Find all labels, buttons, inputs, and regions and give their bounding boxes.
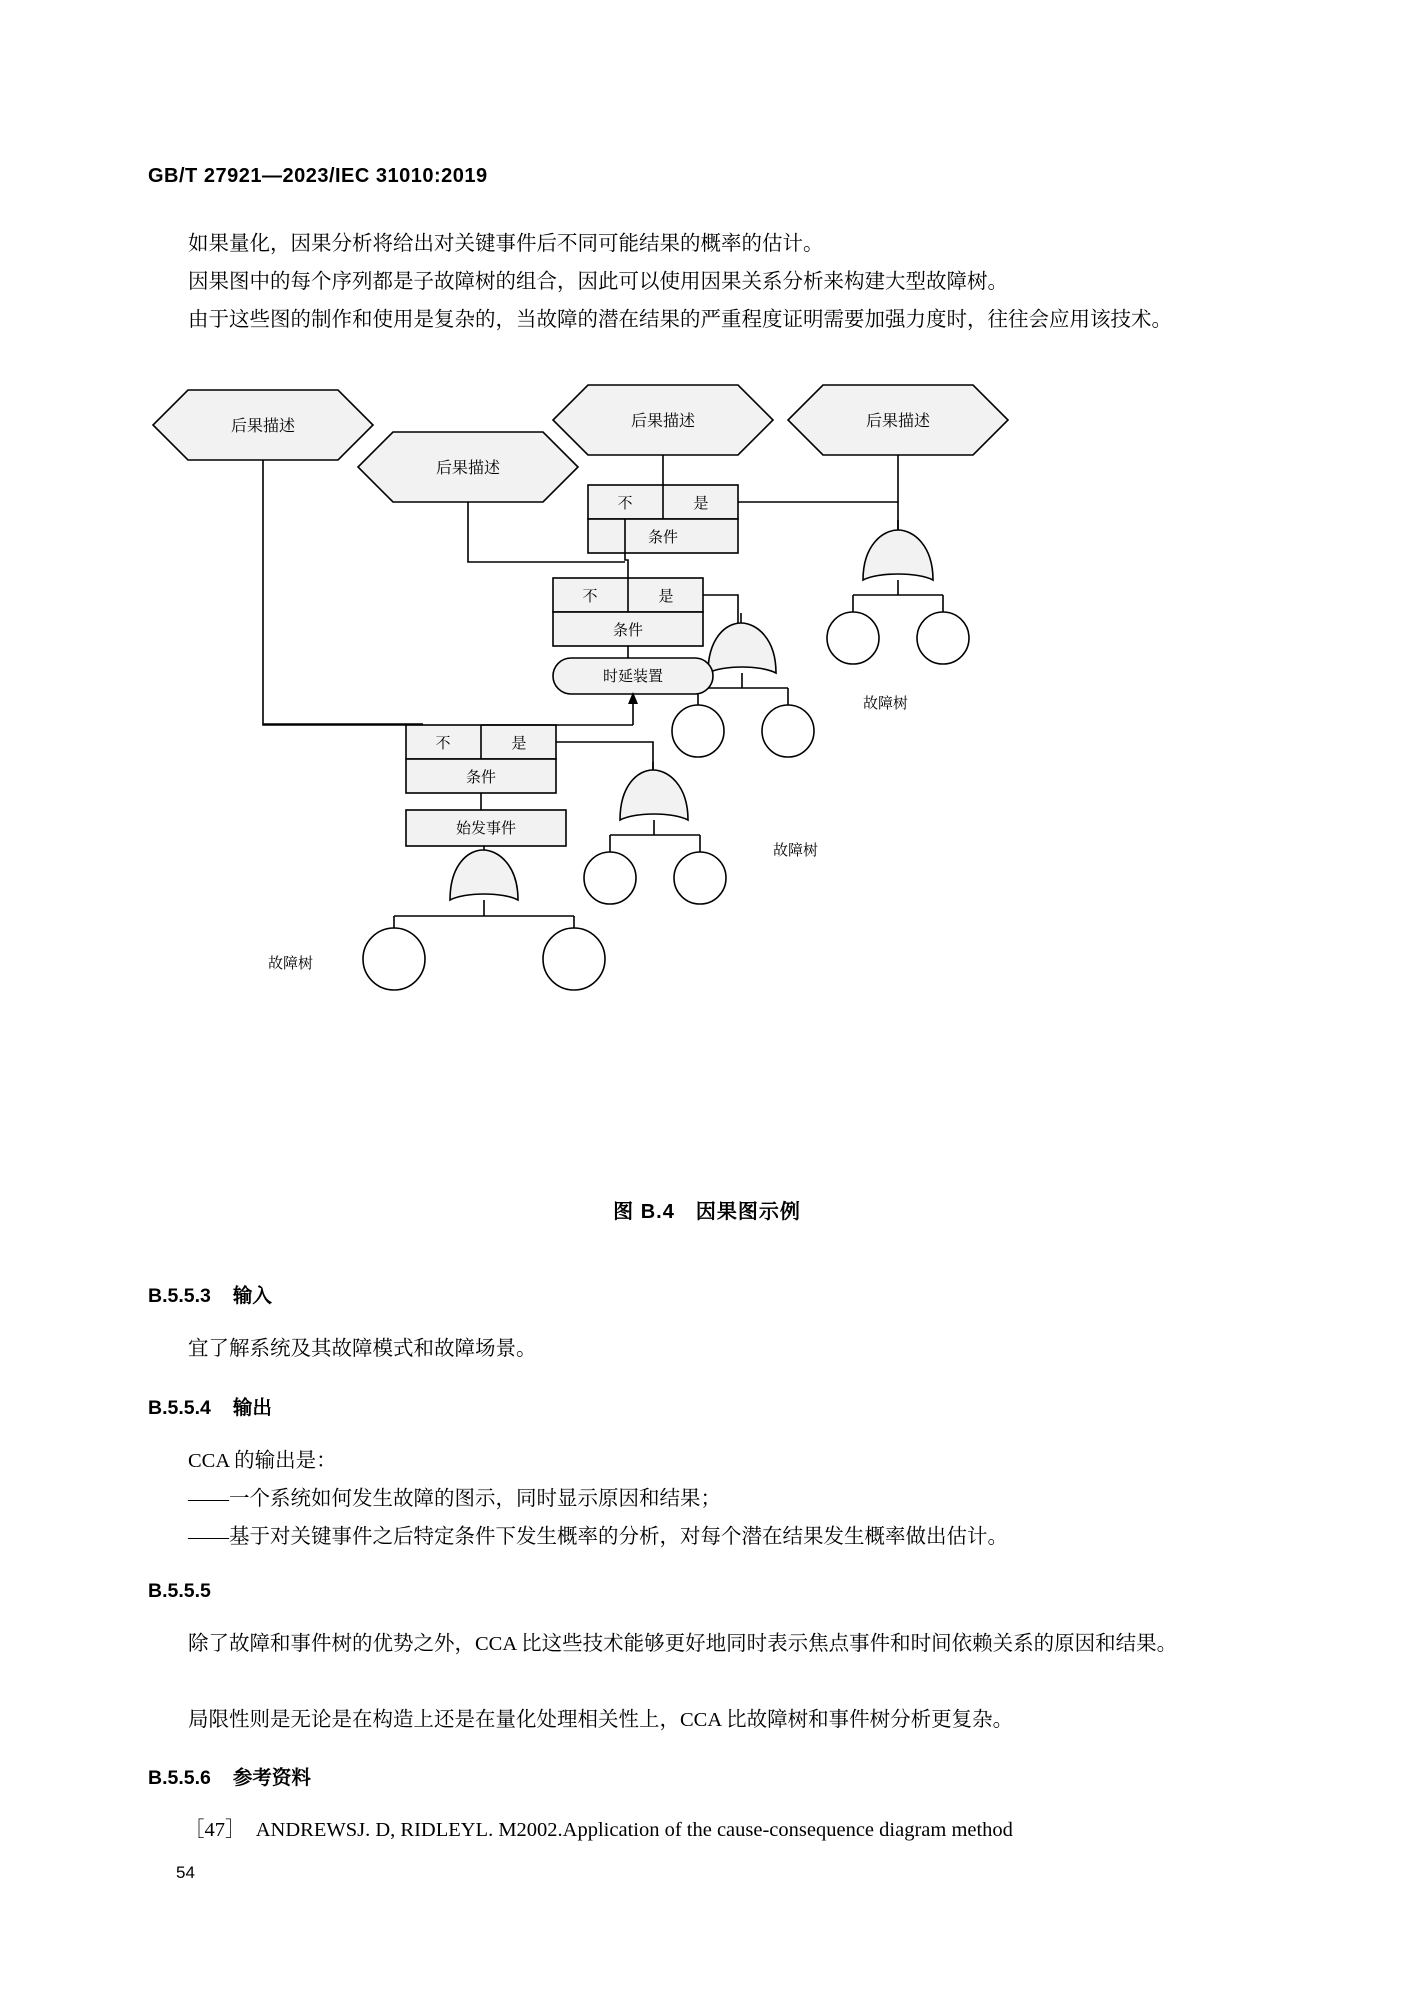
svg-text:不: 不 xyxy=(582,588,598,605)
section-heading-b553 xyxy=(148,1280,272,1308)
section-b554-line3: ——基于对关键事件之后特定条件下发生概率的分析，对每个潜在结果发生概率做出估计。 xyxy=(188,1526,1008,1548)
section-heading-b555 xyxy=(148,1580,233,1603)
outcome-node-4 xyxy=(788,385,1008,455)
page-header: GB/T 27921—2023/IEC 31010:2019 xyxy=(148,165,488,187)
section-heading-b554 xyxy=(148,1392,272,1420)
or-gate-1 xyxy=(863,520,933,580)
svg-text:不: 不 xyxy=(435,735,451,752)
section-b555-paragraph-2: 局限性则是无论是在构造上还是在量化处理相关性上，CCA 比故障树和事件树分析更复杂。 xyxy=(188,1709,1014,1731)
section-number-b554: B.5.5.4 xyxy=(148,1397,211,1419)
outcome-node-1-label: 后果描述 xyxy=(230,418,296,435)
section-title-b553: 输入 xyxy=(232,1285,272,1307)
svg-text:条件: 条件 xyxy=(465,769,497,786)
svg-text:不: 不 xyxy=(617,495,633,512)
outcome-node-4-label: 后果描述 xyxy=(865,413,931,430)
svg-text:始发事件: 始发事件 xyxy=(455,820,517,837)
figure-caption: 图 B.4 因果图示例 xyxy=(613,1201,801,1223)
section-b553-body: 宜了解系统及其故障模式和故障场景。 xyxy=(188,1338,537,1360)
condition-block-3 xyxy=(406,725,556,793)
section-number-b556: B.5.5.6 xyxy=(148,1767,211,1789)
svg-text:时延装置: 时延装置 xyxy=(602,668,664,685)
section-title-b556: 参考资料 xyxy=(232,1767,311,1789)
svg-text:条件: 条件 xyxy=(647,529,679,546)
basic-event-8 xyxy=(543,928,605,990)
svg-text:是: 是 xyxy=(658,588,674,605)
or-gate-3 xyxy=(620,762,688,820)
section-number-b555: B.5.5.5 xyxy=(148,1580,211,1602)
svg-text:条件: 条件 xyxy=(612,622,644,639)
or-gate-4 xyxy=(450,846,518,900)
or-gate-2 xyxy=(708,613,776,673)
basic-event-7 xyxy=(363,928,425,990)
section-b555-paragraph-1: 除了故障和事件树的优势之外，CCA 比这些技术能够更好地同时表示焦点事件和时间依赖关系的原因和结果。 xyxy=(188,1633,1178,1655)
intro-paragraph-1: 如果量化，因果分析将给出对关键事件后不同可能结果的概率的估计。 xyxy=(188,233,824,255)
reference-entry-47: ［47］ ANDREWSJ. D, RIDLEYL. M2002.Application of the cause-consequence diagram method xyxy=(184,1819,1013,1841)
page-number: 54 xyxy=(176,1863,195,1882)
section-number-b553: B.5.5.3 xyxy=(148,1285,211,1307)
basic-event-1 xyxy=(827,612,879,664)
section-title-b554: 输出 xyxy=(232,1397,272,1419)
basic-event-2 xyxy=(917,612,969,664)
fault-tree-label-2: 故障树 xyxy=(773,842,819,859)
outcome-node-3-label: 后果描述 xyxy=(630,413,696,430)
section-b554-line1: CCA 的输出是： xyxy=(188,1450,337,1472)
svg-text:是: 是 xyxy=(693,495,709,512)
initiating-event-node xyxy=(406,810,566,846)
section-b554-line2: ——一个系统如何发生故障的图示，同时显示原因和结果； xyxy=(188,1488,721,1510)
outcome-node-1 xyxy=(153,390,373,460)
condition-block-2 xyxy=(553,578,703,646)
delay-device-node xyxy=(553,658,713,694)
intro-paragraph-2: 因果图中的每个序列都是子故障树的组合，因此可以使用因果关系分析来构建大型故障树。 xyxy=(188,271,1008,293)
outcome-node-2-label: 后果描述 xyxy=(435,460,501,477)
fault-tree-label-3: 故障树 xyxy=(268,955,314,972)
svg-text:是: 是 xyxy=(511,735,527,752)
basic-event-5 xyxy=(584,852,636,904)
outcome-node-2 xyxy=(358,432,578,502)
intro-paragraph-3: 由于这些图的制作和使用是复杂的，当故障的潜在结果的严重程度证明需要加强力度时，往往会应用该技术。 xyxy=(188,309,1172,331)
condition-block-1 xyxy=(588,485,738,553)
figure-b4-cause-consequence-diagram xyxy=(148,380,1268,1200)
basic-event-4 xyxy=(762,705,814,757)
basic-event-6 xyxy=(674,852,726,904)
section-heading-b556 xyxy=(148,1762,311,1790)
basic-event-3 xyxy=(672,705,724,757)
fault-tree-label-1: 故障树 xyxy=(863,695,909,712)
outcome-node-3 xyxy=(553,385,773,455)
